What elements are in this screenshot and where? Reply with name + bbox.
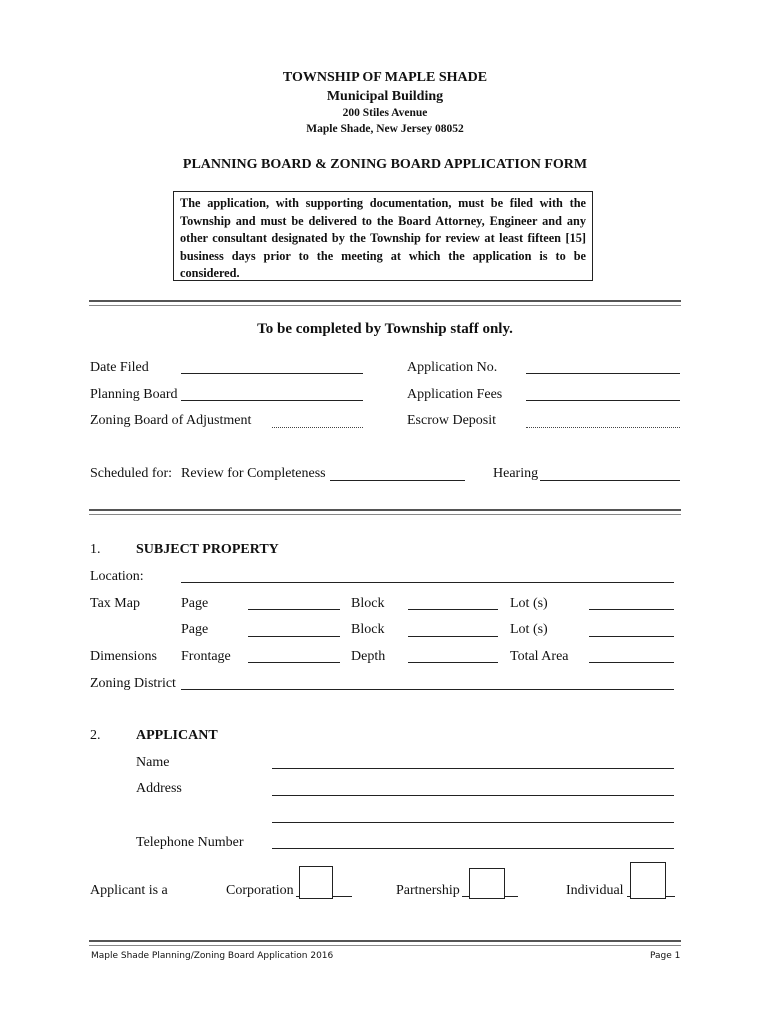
block-label-2: Block xyxy=(351,622,385,637)
address-field-2[interactable] xyxy=(272,822,674,823)
divider-middle xyxy=(89,509,681,515)
application-no-label: Application No. xyxy=(407,360,498,375)
address-field-1[interactable] xyxy=(272,795,674,796)
frontage-label: Frontage xyxy=(181,649,231,664)
review-label: Review for Completeness xyxy=(181,466,326,481)
footer-divider xyxy=(89,940,681,946)
form-title: PLANNING BOARD & ZONING BOARD APPLICATION FORM xyxy=(182,157,588,172)
tax-map-label: Tax Map xyxy=(90,596,140,611)
telephone-label: Telephone Number xyxy=(136,835,244,850)
application-no-field[interactable] xyxy=(526,373,680,374)
section-2-number: 2. xyxy=(90,728,101,743)
planning-board-label: Planning Board xyxy=(90,387,178,402)
total-area-field[interactable] xyxy=(589,662,674,663)
page-label-1: Page xyxy=(181,596,209,611)
name-field[interactable] xyxy=(272,768,674,769)
frontage-field[interactable] xyxy=(248,662,340,663)
scheduled-for-label: Scheduled for: xyxy=(90,466,173,481)
block-field-1[interactable] xyxy=(408,609,498,610)
filing-notice: The application, with supporting documentation, must be filed with the Township and must be delivered to the Board Attorney, Engineer and any other consultant designated by the Township for review at least fifteen [15] business days prior to the meeting at which the application is to be considered. xyxy=(173,191,593,281)
zoning-board-field[interactable] xyxy=(272,427,363,428)
partnership-checkbox[interactable] xyxy=(469,868,505,899)
lots-field-2[interactable] xyxy=(589,636,674,637)
review-field[interactable] xyxy=(330,480,465,481)
staff-heading: To be completed by Township staff only. xyxy=(257,321,513,337)
building-name: Municipal Building xyxy=(326,89,444,104)
escrow-deposit-field[interactable] xyxy=(526,427,680,428)
date-filed-label: Date Filed xyxy=(90,360,149,375)
partnership-label: Partnership xyxy=(396,883,460,898)
total-area-label: Total Area xyxy=(510,649,569,664)
section-1-number: 1. xyxy=(90,542,101,557)
date-filed-field[interactable] xyxy=(181,373,363,374)
zoning-board-label: Zoning Board of Adjustment xyxy=(90,413,252,428)
divider-top xyxy=(89,300,681,306)
depth-label: Depth xyxy=(351,649,386,664)
application-fees-label: Application Fees xyxy=(407,387,503,402)
location-label: Location: xyxy=(90,569,144,584)
individual-checkbox[interactable] xyxy=(630,862,666,899)
block-label-1: Block xyxy=(351,596,385,611)
applicant-is-label: Applicant is a xyxy=(90,883,168,898)
section-1-title: SUBJECT PROPERTY xyxy=(136,542,279,557)
city-address: Maple Shade, New Jersey 08052 xyxy=(306,123,464,135)
footer-title: Maple Shade Planning/Zoning Board Application 2016 xyxy=(91,951,334,961)
dimensions-label: Dimensions xyxy=(90,649,157,664)
planning-board-field[interactable] xyxy=(181,400,363,401)
block-field-2[interactable] xyxy=(408,636,498,637)
page-field-1[interactable] xyxy=(248,609,340,610)
page-number: Page 1 xyxy=(650,951,681,961)
page-field-2[interactable] xyxy=(248,636,340,637)
lots-field-1[interactable] xyxy=(589,609,674,610)
escrow-deposit-label: Escrow Deposit xyxy=(407,413,497,428)
section-2-title: APPLICANT xyxy=(136,728,218,743)
name-label: Name xyxy=(136,755,170,770)
individual-label: Individual xyxy=(566,883,624,898)
hearing-field[interactable] xyxy=(540,480,680,481)
lots-label-1: Lot (s) xyxy=(510,596,548,611)
telephone-field[interactable] xyxy=(272,848,674,849)
hearing-label: Hearing xyxy=(493,466,539,481)
location-field[interactable] xyxy=(181,582,674,583)
corporation-label: Corporation xyxy=(226,883,294,898)
application-fees-field[interactable] xyxy=(526,400,680,401)
street-address: 200 Stiles Avenue xyxy=(342,107,428,119)
corporation-checkbox[interactable] xyxy=(299,866,333,899)
address-label: Address xyxy=(136,781,182,796)
depth-field[interactable] xyxy=(408,662,498,663)
zoning-district-field[interactable] xyxy=(181,689,674,690)
zoning-district-label: Zoning District xyxy=(90,676,176,691)
page-label-2: Page xyxy=(181,622,209,637)
lots-label-2: Lot (s) xyxy=(510,622,548,637)
township-name: TOWNSHIP OF MAPLE SHADE xyxy=(282,70,488,85)
